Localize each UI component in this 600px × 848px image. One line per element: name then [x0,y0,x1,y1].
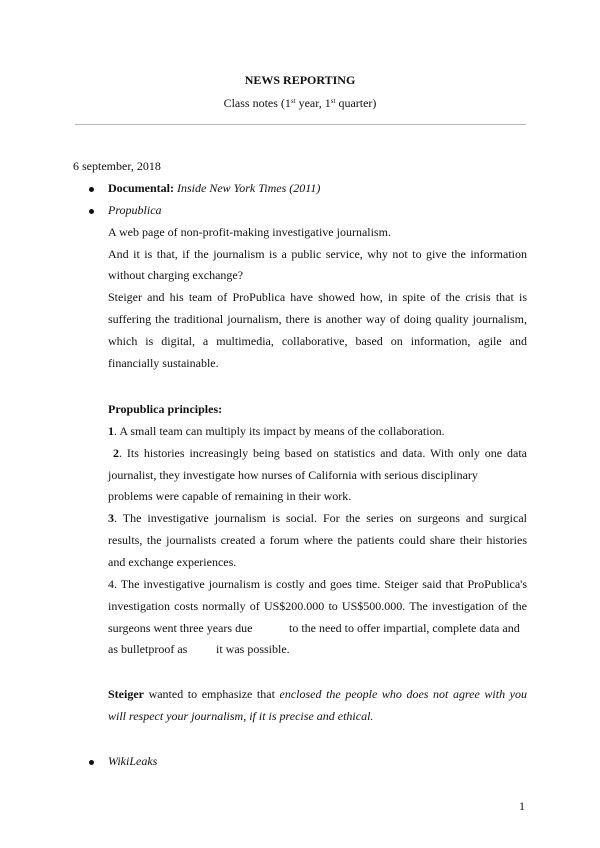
principle-3-line-2: results, the journalists created a forum where the patients could share their histories [108,533,527,547]
propublica-line-1: A web page of non-profit-making investigative journalism. [108,225,391,239]
principle-4-line-3a: surgeons went three years due [108,621,253,635]
bullet-icon [89,760,94,765]
bullet-icon [89,209,94,214]
steiger-line-2: will respect your journalism, if it is precise and ethical. [108,709,374,723]
principle-3-line-3: and exchange experiences. [108,555,237,569]
propublica-line-3: without charging exchange? [108,268,244,282]
propublica-line-2: And it is that, if the journalism is a public service, why not to give the information [108,247,527,261]
propublica-line-7: financially sustainable. [108,356,219,370]
bullet-wikileaks: WikiLeaks [108,754,158,768]
principle-2-line-1: 2. Its histories increasingly being based on statistics and data. With only one data [113,446,527,460]
document-title: NEWS REPORTING [244,73,356,87]
propublica-line-5: suffering the traditional journalism, there is another way of doing quality journalism, [108,312,527,326]
bullet-icon [89,187,94,192]
principle-3-line-1: 3. The investigative journalism is social. For the series on surgeons and surgical [108,511,527,525]
principles-heading: Propublica principles: [108,402,223,416]
principle-4-line-1: 4. The investigative journalism is costly and goes time. Steiger said that ProPublica's [108,577,527,591]
propublica-line-4: Steiger and his team of ProPublica have showed how, in spite of the crisis that is [108,290,527,304]
steiger-line-1: Steiger wanted to emphasize that enclosed the people who does not agree with you [108,687,527,701]
propublica-line-6: which is digital, a multimedia, collaborative, based on information, agile and [108,334,527,348]
bullet-propublica: Propublica [108,203,162,217]
principle-2-line-3: problems were capable of remaining in their work. [108,489,352,503]
principle-2-line-2: journalist, they investigate how nurses of California with serious disciplinary [108,468,478,482]
principle-4-line-2: investigation costs normally of US$200.000 to US$500.000. The investigation of the [108,599,527,613]
principle-4-line-3b: to the need to offer impartial, complete data and [289,621,520,635]
principle-4-line-4a: as bulletproof as [108,642,188,656]
date-line: 6 september, 2018 [73,159,161,173]
principle-4-line-4b: it was possible. [216,642,290,656]
bullet-documental: Documental: Inside New York Times (2011) [108,181,321,195]
header-divider [75,124,526,125]
principle-1: 1. A small team can multiply its impact by means of the collaboration. [108,424,445,438]
document-subtitle: Class notes (1st year, 1st quarter) [223,96,377,110]
page-number: 1 [519,799,525,813]
